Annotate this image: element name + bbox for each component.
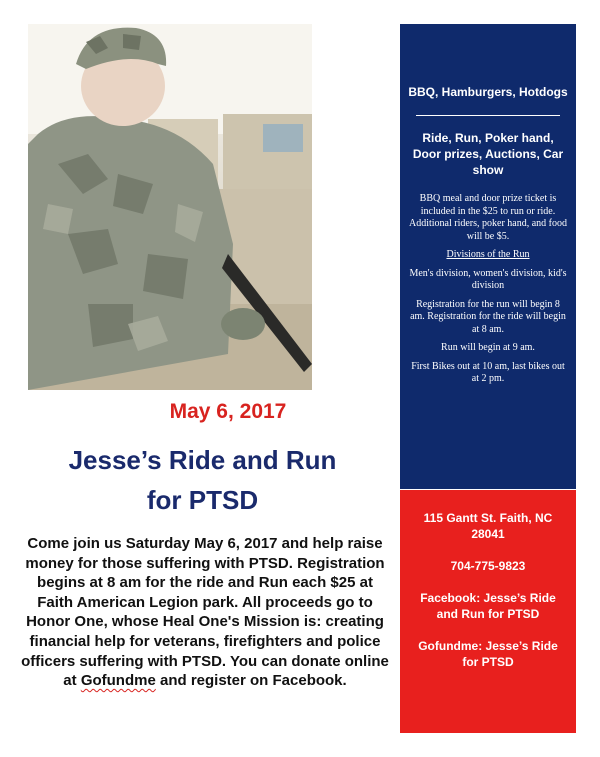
event-description-text: Come join us Saturday May 6, 2017 and help raise money for those suffering with PTSD. Registration begins at 8 am for the ride and Run each $25 at Faith American Legion park. All proceeds go to Honor One, whose Heal One's Mission is: creating financial help for veterans, firefighters and police officers suffering with PTSD. You can donate online at bbox=[21, 535, 389, 690]
event-details-panel bbox=[400, 24, 576, 489]
food-list: BBQ, Hamburgers, Hotdogs bbox=[408, 85, 568, 99]
event-title-line-1: Jesse’s Ride and Run bbox=[68, 445, 337, 475]
soldier-photo bbox=[28, 24, 312, 390]
event-description bbox=[18, 534, 392, 691]
gofundme-page: Gofundme: Jesse’s Ride for PTSD bbox=[418, 639, 558, 669]
registration-times: Registration for the run will begin 8 am. Registration for the ride will begin at 8 am. bbox=[410, 298, 566, 335]
event-date: May 6, 2017 bbox=[169, 400, 287, 423]
divisions-list: Men's division, women's division, kid's division bbox=[409, 267, 567, 291]
divider bbox=[416, 115, 560, 116]
contact-panel bbox=[400, 490, 576, 733]
gofundme-mention: Gofundme bbox=[80, 672, 156, 690]
ticket-info: BBQ meal and door prize ticket is included in the $25 to run or ride. Additional riders, poker hand, and food will be $5. bbox=[408, 193, 568, 242]
run-start-time: Run will begin at 9 am. bbox=[441, 342, 535, 353]
activities-list: Ride, Run, Poker hand, Door prizes, Auctions, Car show bbox=[412, 131, 564, 177]
venue-address: 115 Gantt St. Faith, NC 28041 bbox=[423, 511, 553, 541]
event-title-line-2: for PTSD bbox=[146, 485, 259, 515]
event-description-end: and register on Facebook. bbox=[155, 672, 347, 690]
facebook-page: Facebook: Jesse’s Ride and Run for PTSD bbox=[420, 591, 556, 621]
contact-phone: 704-775-9823 bbox=[450, 559, 526, 573]
bike-times: First Bikes out at 10 am, last bikes out at 2 pm. bbox=[411, 360, 565, 384]
divisions-heading: Divisions of the Run bbox=[446, 249, 530, 260]
event-title bbox=[0, 440, 405, 520]
